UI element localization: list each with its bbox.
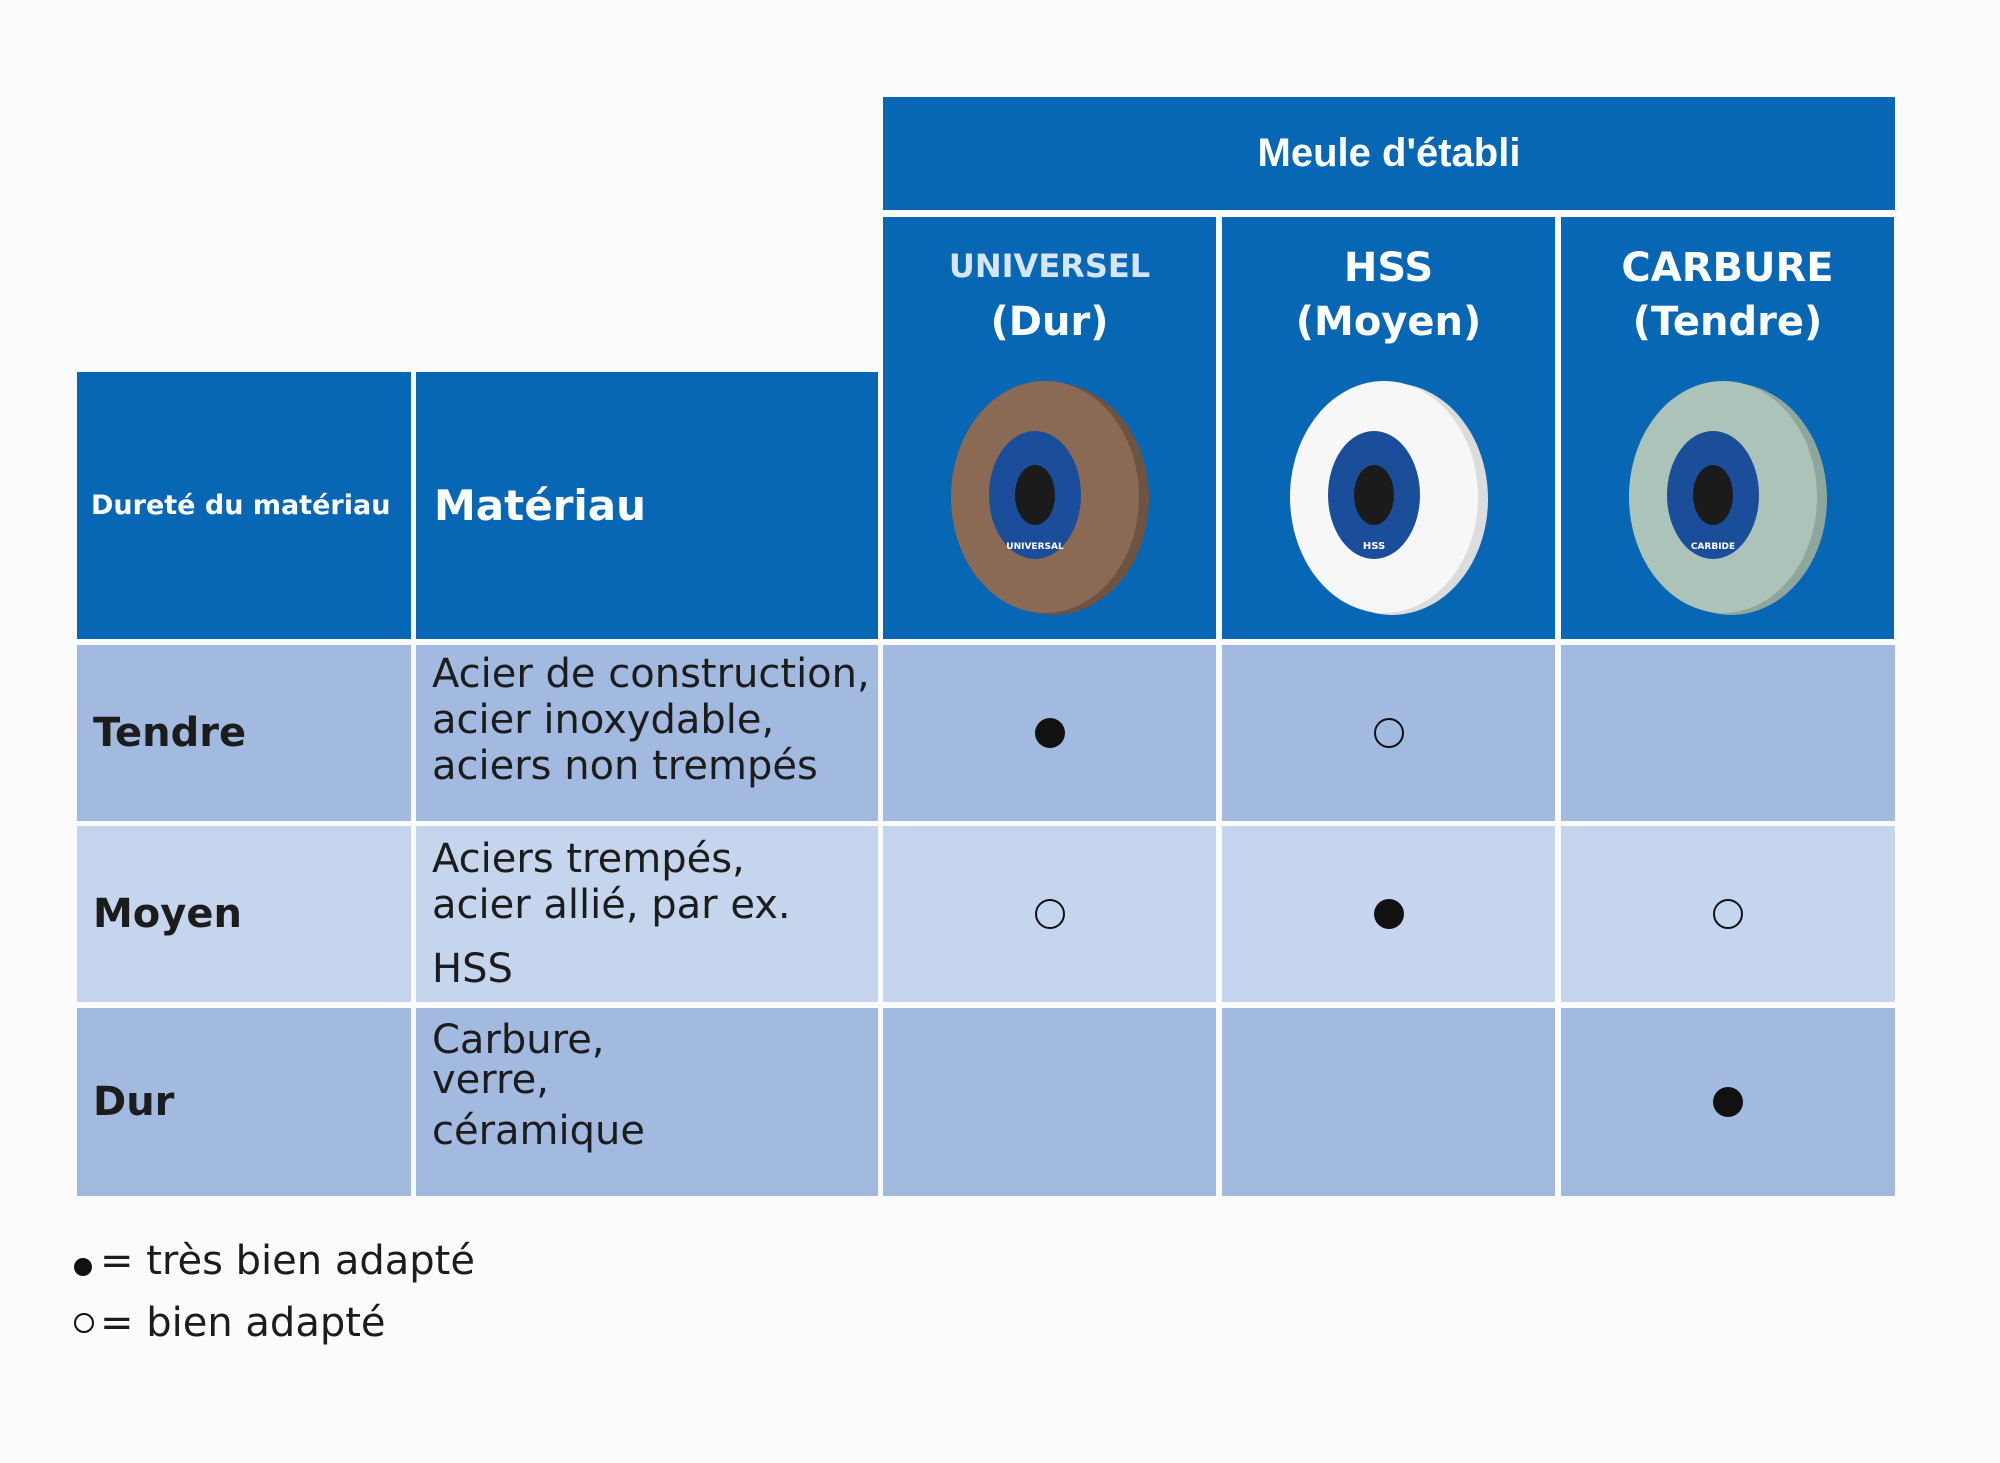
well-suited-circle-icon [1035, 899, 1065, 929]
suitability-cell [1561, 645, 1895, 821]
legend-text: = très bien adapté [100, 1238, 475, 1284]
row-material-cell [416, 826, 878, 1002]
column-header-hardness: Dureté du matériau [77, 372, 411, 639]
material-line: acier inoxydable, [432, 697, 775, 743]
well-suited-circle-icon [1713, 899, 1743, 929]
material-line: aciers non trempés [432, 743, 818, 789]
product-hardness: (Moyen) [1295, 299, 1482, 345]
grinding-wheel-hss-image [1288, 377, 1488, 617]
product-name: CARBURE [1621, 245, 1834, 291]
svg-text:UNIVERSAL: UNIVERSAL [1006, 542, 1064, 552]
very-well-suited-dot-icon [1035, 718, 1065, 748]
material-line: céramique [432, 1108, 645, 1154]
row-hardness-label: Tendre [77, 645, 411, 821]
row-material-cell [416, 645, 878, 821]
product-header-carbide [1561, 217, 1894, 639]
row-hardness-label: Dur [77, 1008, 411, 1196]
product-header-hss [1222, 217, 1555, 639]
product-hardness: (Dur) [990, 299, 1109, 345]
well-suited-circle-icon [1374, 718, 1404, 748]
very-well-suited-dot-icon [1374, 899, 1404, 929]
legend-item-well [74, 1292, 475, 1354]
material-line: Aciers trempés, [432, 836, 745, 882]
suitability-cell [883, 1008, 1216, 1196]
product-name: UNIVERSEL [948, 247, 1151, 285]
row-hardness-label: Moyen [77, 826, 411, 1002]
product-name: HSS [1343, 245, 1434, 291]
product-hardness: (Tendre) [1632, 299, 1823, 345]
material-line: HSS [432, 946, 513, 992]
suitability-cell [1561, 1008, 1895, 1196]
group-header-bench-grinder: Meule d'établi [883, 97, 1895, 210]
suitability-cell [1222, 1008, 1555, 1196]
very-well-suited-dot-icon [1713, 1087, 1743, 1117]
suitability-cell [1222, 826, 1555, 1002]
material-line: Carbure, [432, 1017, 605, 1063]
suitability-cell [1222, 645, 1555, 821]
material-line: verre, [432, 1057, 549, 1103]
svg-text:HSS: HSS [1362, 541, 1386, 552]
suitability-cell [1561, 826, 1895, 1002]
row-material-cell [416, 1008, 878, 1196]
legend-item-very-well [74, 1230, 475, 1292]
column-header-material: Matériau [416, 372, 878, 639]
very-well-suited-dot-icon [74, 1258, 92, 1276]
grinding-wheel-universal-image [949, 377, 1149, 617]
suitability-cell [883, 826, 1216, 1002]
svg-text:CARBIDE: CARBIDE [1690, 542, 1736, 552]
material-line: acier allié, par ex. [432, 882, 791, 928]
well-suited-circle-icon [74, 1313, 94, 1333]
legend [74, 1230, 475, 1354]
product-header-universal [883, 217, 1216, 639]
legend-text: = bien adapté [100, 1300, 386, 1346]
suitability-cell [883, 645, 1216, 821]
material-line: Acier de construction, [432, 651, 870, 697]
grinding-wheel-carbide-image [1627, 377, 1827, 617]
